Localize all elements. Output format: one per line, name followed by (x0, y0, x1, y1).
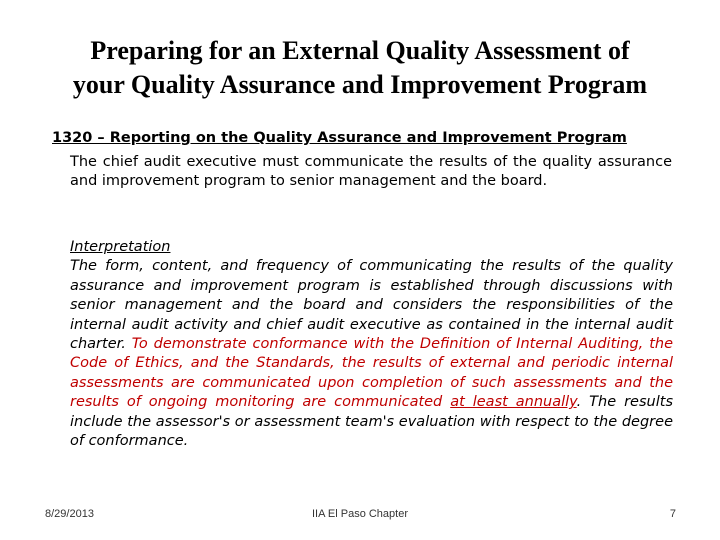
footer-page-number: 7 (669, 508, 676, 520)
title-line-1: Preparing for an External Quality Assessment of (90, 36, 630, 65)
interpretation-text-plain: The form, content, and frequency of communicating the results of the quality assurance and improvement program is established through discussions with senior management and the board and considers the responsibilities of the internal audit activity and chief audit executive as contained in the internal audit charter. (70, 258, 673, 353)
title-line-2: your Quality Assurance and Improvement Program (72, 70, 648, 99)
interpretation-label: Interpretation (70, 239, 171, 255)
footer-center: IIA El Paso Chapter (312, 508, 408, 520)
interpretation-text-red-underlined: at least annually (450, 394, 577, 411)
interpretation-text-red: To demonstrate conformance with the Definition of Internal Auditing, the Code of Ethics, and the Standards, the results of external and periodic internal assessments are communicated upon completion of such assessments and the results of ongoing monitoring are communicated (70, 336, 673, 411)
interpretation-text-after: . The results include the assessor's or assessment team's evaluation with respect to the degree of conformance. (70, 394, 673, 450)
footer-date: 8/29/2013 (45, 508, 94, 520)
standard-heading: 1320 – Reporting on the Quality Assurance and Improvement Program (52, 130, 627, 146)
interpretation-text (70, 257, 673, 451)
slide-title (20, 34, 700, 102)
standard-text: The chief audit executive must communicate the results of the quality assurance and improvement program to senior management and the board. (70, 154, 672, 190)
interpretation-block (70, 238, 673, 451)
